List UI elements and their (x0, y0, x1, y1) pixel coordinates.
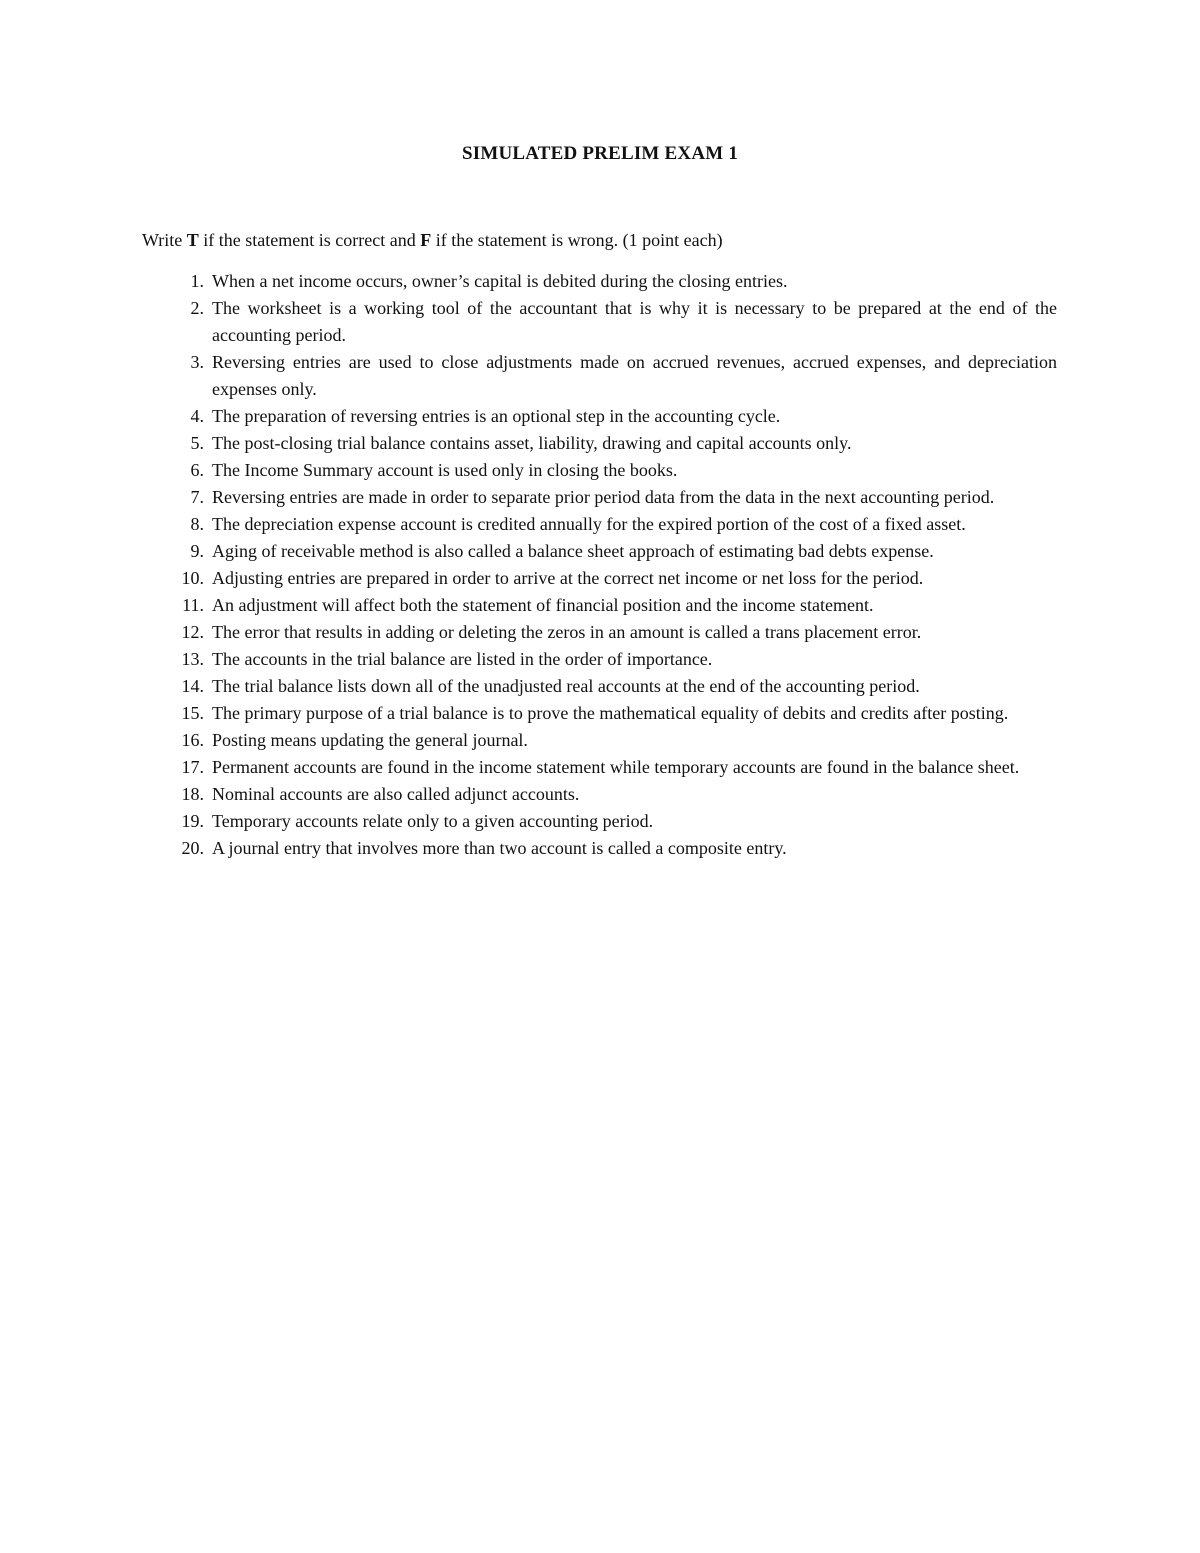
question-text: The preparation of reversing entries is an optional step in the accounting cycle. (212, 406, 781, 426)
question-number: 20. (181, 838, 204, 858)
question-number: 2. (190, 298, 204, 318)
question-item (142, 646, 1057, 673)
question-text: The primary purpose of a trial balance is to prove the mathematical equality of debits and credits after posting. (212, 703, 1009, 723)
question-text: An adjustment will affect both the statement of financial position and the income statement. (212, 595, 874, 615)
question-text: Temporary accounts relate only to a given accounting period. (212, 811, 654, 831)
question-number: 17. (181, 757, 204, 777)
question-number: 19. (181, 811, 204, 831)
question-item (142, 700, 1057, 727)
question-item (142, 565, 1057, 592)
question-text: Aging of receivable method is also called a balance sheet approach of estimating bad debts expense. (212, 541, 934, 561)
question-text: The trial balance lists down all of the unadjusted real accounts at the end of the accounting period. (212, 676, 920, 696)
instructions (142, 228, 723, 252)
page-title: SIMULATED PRELIM EXAM 1 (461, 143, 739, 164)
question-text: Posting means updating the general journal. (212, 730, 528, 750)
question-item (142, 511, 1057, 538)
question-item (142, 781, 1057, 808)
question-text: The accounts in the trial balance are listed in the order of importance. (212, 649, 713, 669)
question-item (142, 673, 1057, 700)
question-item (142, 457, 1057, 484)
question-item (142, 835, 1057, 862)
question-number: 18. (181, 784, 204, 804)
question-list (142, 268, 1057, 862)
question-number: 14. (181, 676, 204, 696)
question-number: 1. (190, 271, 204, 291)
question-text: Reversing entries are used to close adjustments made on accrued revenues, accrued expenses, and depreciation expenses only. (212, 352, 1057, 399)
question-number: 3. (190, 352, 204, 372)
question-number: 11. (182, 595, 204, 615)
question-number: 10. (181, 568, 204, 588)
question-text: Nominal accounts are also called adjunct accounts. (212, 784, 580, 804)
question-text: Permanent accounts are found in the income statement while temporary accounts are found in the balance sheet. (212, 757, 1020, 777)
question-item (142, 403, 1057, 430)
question-text: The post-closing trial balance contains asset, liability, drawing and capital accounts only. (212, 433, 852, 453)
question-item (142, 430, 1057, 457)
instructions-true-marker: T (186, 230, 199, 250)
question-number: 12. (181, 622, 204, 642)
question-number: 15. (181, 703, 204, 723)
question-item (142, 538, 1057, 565)
question-number: 6. (190, 460, 204, 480)
question-text: The depreciation expense account is credited annually for the expired portion of the cost of a fixed asset. (212, 514, 966, 534)
question-number: 5. (190, 433, 204, 453)
question-item (142, 754, 1057, 781)
question-number: 8. (190, 514, 204, 534)
question-text: The worksheet is a working tool of the accountant that is why it is necessary to be prepared at the end of the accounting period. (212, 298, 1057, 345)
question-item (142, 592, 1057, 619)
question-item (142, 484, 1057, 511)
instructions-part-3: if the statement is wrong. (1 point each) (431, 230, 723, 250)
instructions-false-marker: F (420, 230, 432, 250)
question-item (142, 349, 1057, 403)
question-text: Reversing entries are made in order to separate prior period data from the data in the next accounting period. (212, 487, 995, 507)
question-number: 7. (190, 487, 204, 507)
instructions-part-1: Write (142, 230, 187, 250)
question-number: 16. (181, 730, 204, 750)
question-text: The error that results in adding or deleting the zeros in an amount is called a trans placement error. (212, 622, 922, 642)
question-number: 13. (181, 649, 204, 669)
question-item (142, 619, 1057, 646)
question-text: Adjusting entries are prepared in order to arrive at the correct net income or net loss for the period. (212, 568, 924, 588)
question-item (142, 268, 1057, 295)
question-number: 4. (190, 406, 204, 426)
question-text: When a net income occurs, owner’s capital is debited during the closing entries. (212, 271, 788, 291)
question-number: 9. (190, 541, 204, 561)
instructions-part-2: if the statement is correct and (198, 230, 421, 250)
question-item (142, 295, 1057, 349)
question-item (142, 808, 1057, 835)
question-text: A journal entry that involves more than two account is called a composite entry. (212, 838, 787, 858)
question-text: The Income Summary account is used only in closing the books. (212, 460, 678, 480)
question-item (142, 727, 1057, 754)
